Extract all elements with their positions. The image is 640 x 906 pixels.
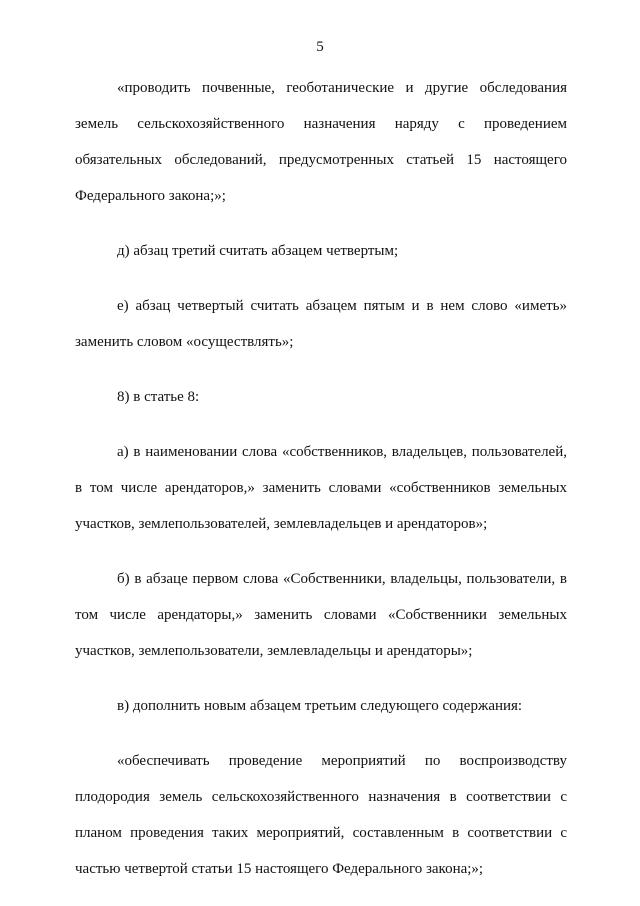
paragraph-item-v (75, 688, 567, 724)
text-line: е) абзац четвертый считать абзацем пятым и в нем слово «иметь» (117, 298, 567, 314)
text-line: 8) в статье 8: (117, 389, 200, 405)
text-line: плодородия земель сельскохозяйственного назначения в соответствии с (75, 789, 567, 805)
text-line: б) в абзаце первом слова «Собственники, владельцы, пользователи, в (117, 571, 567, 587)
text-line: «проводить почвенные, геоботанические и другие обследования (117, 80, 567, 96)
paragraph-item-e (75, 288, 567, 360)
text-line: Федерального закона;»; (75, 188, 226, 204)
paragraph-fertility (75, 743, 567, 887)
text-line: «обеспечивать проведение мероприятий по воспроизводству (117, 753, 567, 769)
text-line: земель сельскохозяйственного назначения наряду с проведением (75, 116, 567, 132)
paragraph-item-a (75, 434, 567, 542)
text-line: участков, землепользователи, землевладельцы и арендаторы»; (75, 643, 473, 659)
text-line: частью четвертой статьи 15 настоящего Федерального закона;»; (75, 861, 484, 877)
text-line: а) в наименовании слова «собственников, владельцев, пользователей, (117, 444, 567, 460)
paragraph-item-b (75, 561, 567, 669)
document-body (75, 70, 567, 906)
text-line: д) абзац третий считать абзацем четвертым; (117, 243, 399, 259)
paragraph-item-d (75, 233, 567, 269)
paragraph-article-8 (75, 379, 567, 415)
text-line: в) дополнить новым абзацем третьим следующего содержания: (117, 698, 523, 714)
text-line: в том числе арендаторов,» заменить словами «собственников земельных (75, 480, 567, 496)
text-line: планом проведения таких мероприятий, составленным в соответствии с (75, 825, 567, 841)
paragraph-soil-surveys (75, 70, 567, 214)
text-line: том числе арендаторы,» заменить словами «Собственники земельных (75, 607, 567, 623)
text-line: заменить словом «осуществлять»; (75, 334, 294, 350)
text-line: обязательных обследований, предусмотренных статьей 15 настоящего (75, 152, 567, 168)
page-number: 5 (316, 39, 324, 55)
text-line: участков, землепользователей, землевладельцев и арендаторов»; (75, 516, 488, 532)
